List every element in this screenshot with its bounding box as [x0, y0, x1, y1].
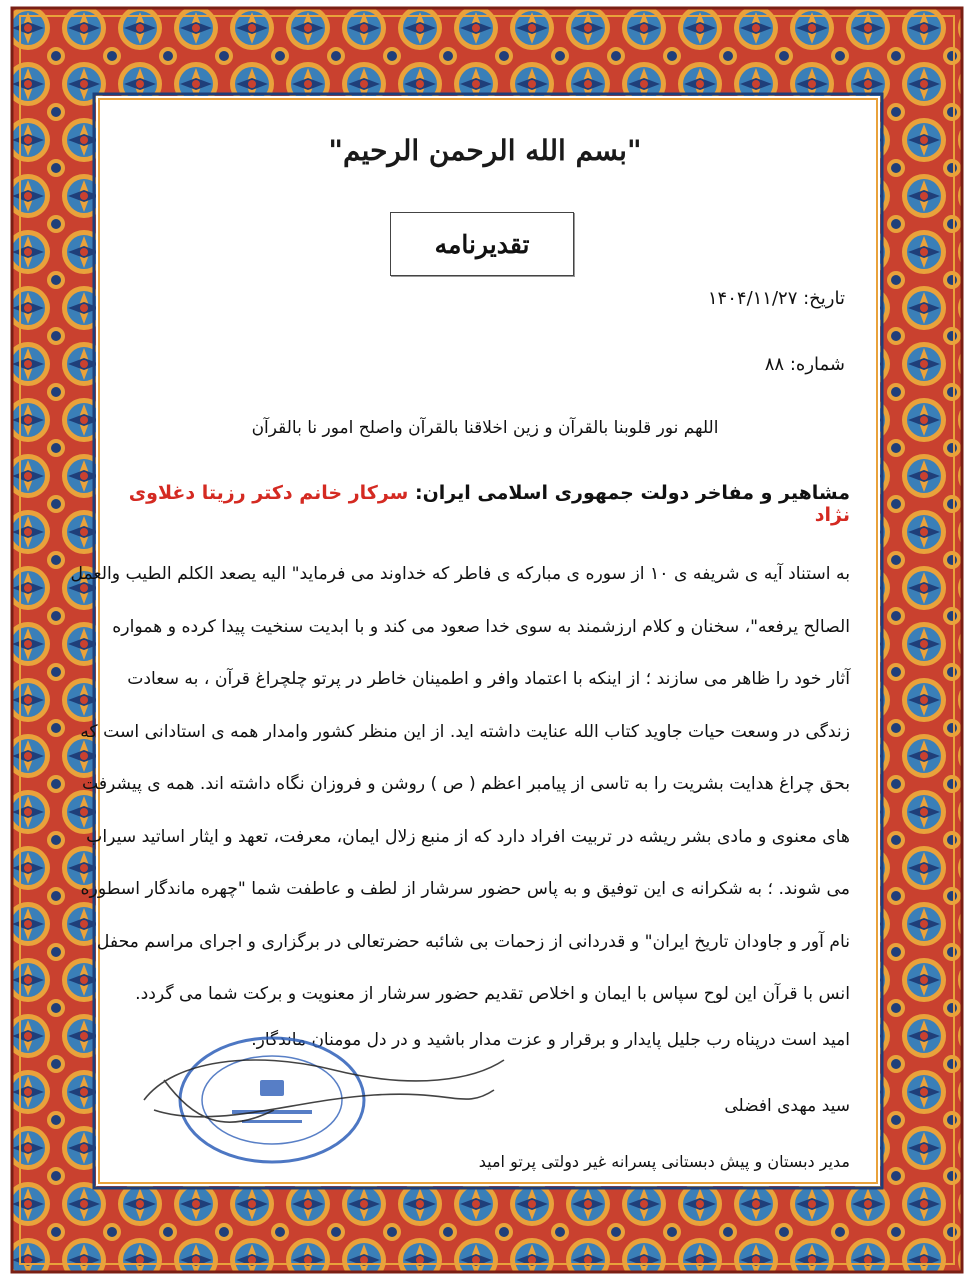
- body-line: زندگی در وسعت حیات جاوید کتاب الله عنایت داشته اید. از این منظر کشور وامدار همه ی استادانی است که: [80, 721, 850, 742]
- certificate-title: تقدیرنامه: [390, 212, 574, 276]
- recipient-name: سرکار خانم دکتر رزیتا دغلاوی نژاد: [128, 482, 850, 526]
- body-paragraph: [70, 548, 850, 1021]
- date-value: ۱۴۰۴/۱۱/۲۷: [707, 288, 798, 309]
- body-line: آثار خود را ظاهر می سازند ؛ از اینکه با اعتماد وافر و اطمینان خاطر در پرتو چلچراغ قرآن ، به سعادت: [127, 669, 850, 689]
- signer-name: سید مهدی افضلی: [724, 1096, 850, 1116]
- number-line: [765, 354, 845, 375]
- signature: [134, 1040, 514, 1150]
- recipient-line: [120, 482, 850, 526]
- recipient-prefix: مشاهیر و مفاخر دولت جمهوری اسلامی ایران:: [414, 482, 850, 504]
- body-line: الصالح یرفعه"، سخنان و کلام ارزشمند به سوی خدا صعود می کند و با ابدیت سنخیت پیدا کرده و همواره: [112, 616, 850, 637]
- body-line: های معنوی و مادی بشر ریشه در تربیت افراد دارد که از منبع زلال ایمان، معرفت، تعهد و ایثار اساتید سیراب: [86, 826, 850, 847]
- body-line: انس با قرآن این لوح سپاس با ایمان و اخلاص تقدیم حضور سرشار از معنویت و برکت شما می گردد.: [135, 984, 850, 1004]
- prayer-line: اللهم نور قلوبنا بالقرآن و زین اخلاقنا بالقرآن واصلح امور نا بالقرآن: [251, 418, 719, 438]
- body-line: به استناد آیه ی شریفه ی ۱۰ از سوره ی مبارکه ی فاطر که خداوند می فرماید" الیه یصعد الکلم الطیب والعمل: [70, 564, 850, 584]
- signer-title: مدیر دبستان و پیش دبستانی پسرانه غیر دولتی پرتو امید: [478, 1152, 850, 1171]
- date-line: [708, 288, 845, 309]
- body-line: بحق چراغ هدایت بشریت را به تاسی از پیامبر اعظم ( ص ) روشن و فروزان نگاه داشته اند. همه ی پیشرفت: [81, 774, 850, 794]
- body-line: می شوند. ؛ به شکرانه ی این توفیق و به پاس حضور سرشار از لطف و عاطفت شما "چهره ماندگار اسطوره: [80, 879, 850, 899]
- closing-line: امید است درپناه رب جلیل پایدار و برقرار و عزت مدار باشید و در دل مومنان ماندگار.: [251, 1030, 850, 1050]
- date-label: تاریخ:: [803, 288, 845, 309]
- number-label: شماره:: [789, 354, 845, 375]
- number-value: ۸۸: [764, 354, 785, 375]
- certificate-content: [70, 118, 850, 1178]
- bismillah-heading: "بسم الله الرحمن الرحیم": [328, 134, 642, 167]
- body-line: نام آور و جاودان تاریخ ایران" و قدردانی از زحمات بی شائبه حضرتعالی در برگزاری و اجرای مراسم محفل: [96, 931, 850, 952]
